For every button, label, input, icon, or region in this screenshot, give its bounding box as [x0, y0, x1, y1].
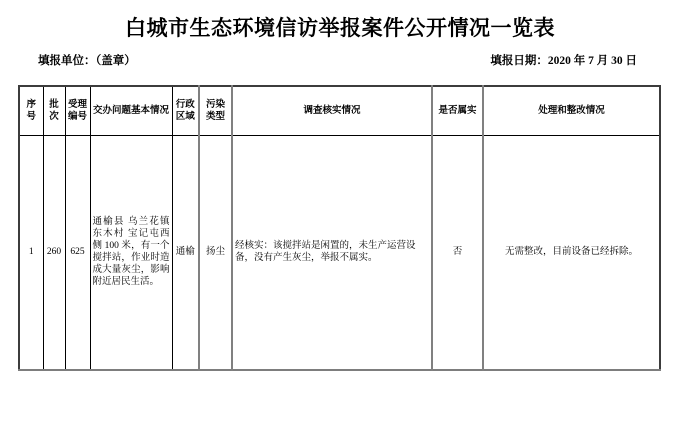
- cell-verification: 经核实：该搅拌站是闲置的，未生产运营设备，没有产生灰尘，举报不属实。: [232, 135, 432, 370]
- col-header-seq: 序号: [19, 86, 43, 135]
- report-unit-label: 填报单位：（盖章）: [38, 55, 136, 67]
- cell-case-no: 625: [65, 135, 90, 370]
- cell-is-true: 否: [432, 135, 483, 370]
- cell-handling: 无需整改，目前设备已经拆除。: [483, 135, 660, 370]
- report-date-label: 填报日期：2020 年 7 月 30 日: [490, 55, 637, 67]
- cases-table: [18, 85, 661, 371]
- col-header-is-true: 是否属实: [432, 86, 483, 135]
- header-row: [19, 86, 660, 135]
- cell-seq: 1: [19, 135, 43, 370]
- col-header-case-no: 受理编号: [65, 86, 90, 135]
- cell-problem: 通榆县 乌兰花镇 东木村 宝记屯西侧 100 米，有一个搅拌站，作业时造成大量灰尘，影响附近居民生活。: [90, 135, 172, 370]
- col-header-batch: 批次: [43, 86, 65, 135]
- col-header-handling: 处理和整改情况: [483, 86, 660, 135]
- cell-batch: 260: [43, 135, 65, 370]
- col-header-verification: 调查核实情况: [232, 86, 432, 135]
- cell-pollution-type: 扬尘: [199, 135, 232, 370]
- col-header-problem: 交办问题基本情况: [90, 86, 172, 135]
- table-row: [19, 135, 660, 370]
- cell-region: 通榆: [172, 135, 199, 370]
- col-header-pollution-type: 污染类型: [199, 86, 232, 135]
- col-header-region: 行政区域: [172, 86, 199, 135]
- meta-row: [38, 54, 637, 69]
- document-page: [0, 16, 680, 371]
- page-title: 白城市生态环境信访举报案件公开情况一览表: [125, 17, 555, 40]
